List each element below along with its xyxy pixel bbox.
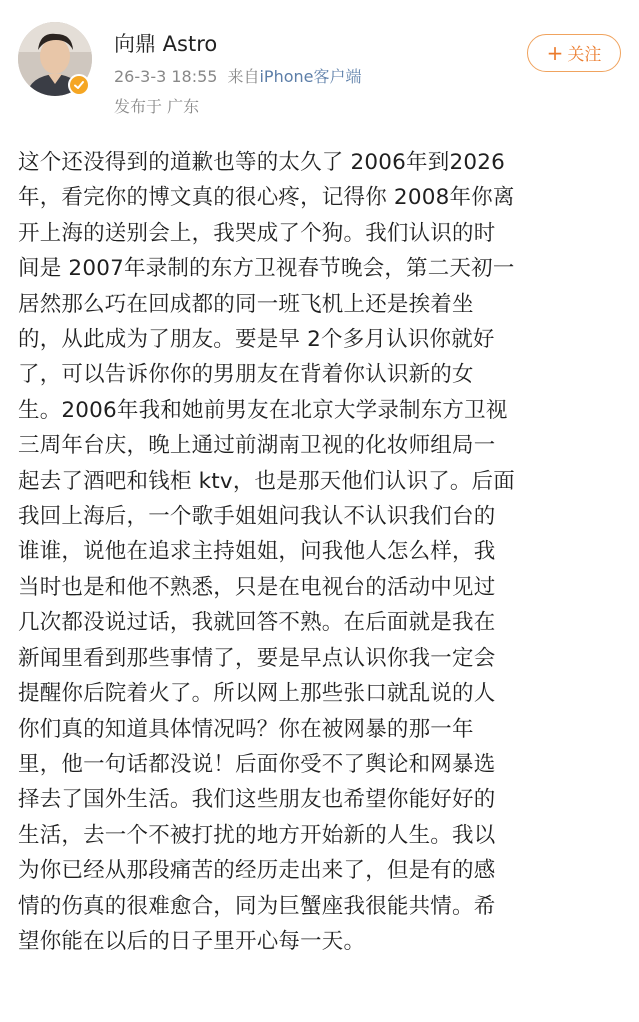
post-timestamp: 26-3-3 18:55: [114, 67, 218, 86]
post-line: 年，看完你的博文真的很心疼，记得你 2008年你离: [18, 185, 515, 211]
post-line: 了，可以告诉你你的男朋友在背着你认识新的女: [18, 362, 474, 388]
post-line: 居然那么巧在回成都的同一班飞机上还是挨着坐: [18, 291, 474, 317]
post-line: 生。2006年我和她前男友在北京大学录制东方卫视: [18, 397, 508, 423]
source-client-link[interactable]: iPhone客户端: [259, 67, 362, 86]
follow-button[interactable]: [527, 34, 621, 72]
post-line: 望你能在以后的日子里开心每一天。: [18, 928, 366, 954]
post-line: 起去了酒吧和钱柜 ktv，也是那天他们认识了。后面: [18, 468, 515, 494]
post-line: 三周年台庆，晚上通过前湖南卫视的化妆师组局一: [18, 433, 496, 459]
post-line: 提醒你后院着火了。所以网上那些张口就乱说的人: [18, 681, 496, 707]
post-line: 里，他一句话都没说！后面你受不了舆论和网暴选: [18, 751, 496, 777]
post-line: 生活，去一个不被打扰的地方开始新的人生。我以: [18, 822, 496, 848]
post-header: [0, 0, 639, 130]
username[interactable]: 向鼎 Astro: [114, 32, 218, 56]
post-line: 几次都没说过话，我就回答不熟。在后面就是我在: [18, 610, 496, 636]
follow-label: 关注: [567, 45, 602, 65]
post-line: 当时也是和他不熟悉，只是在电视台的活动中见过: [18, 574, 496, 600]
post-line: 这个还没得到的道歉也等的太久了 2006年到2026: [18, 150, 505, 175]
post-location: 发布于 广东: [114, 97, 200, 116]
post-line: 情的伤真的很难愈合，同为巨蟹座我很能共情。希: [18, 893, 496, 919]
post-line: 新闻里看到那些事情了，要是早点认识你我一定会: [18, 645, 496, 671]
post-body: [18, 145, 616, 959]
post-line: 为你已经从那段痛苦的经历走出来了，但是有的感: [18, 858, 496, 884]
plus-icon: +: [546, 41, 564, 65]
post-line: 开上海的送别会上，我哭成了个狗。我们认识的时: [18, 220, 496, 246]
verified-badge-icon: [68, 74, 90, 96]
post-line: 间是 2007年录制的东方卫视春节晚会，第二天初一: [18, 256, 515, 282]
post-line: 我回上海后，一个歌手姐姐问我认不认识我们台的: [18, 504, 496, 530]
post-line: 你们真的知道具体情况吗？你在被网暴的那一年: [18, 716, 474, 742]
post-line: 择去了国外生活。我们这些朋友也希望你能好好的: [18, 787, 496, 813]
post-line: 谁谁，说他在追求主持姐姐，问我他人怎么样，我: [18, 539, 496, 565]
source-prefix: 来自: [227, 67, 260, 86]
post-line: 的，从此成为了朋友。要是早 2个多月认识你就好: [18, 327, 495, 353]
post-meta: [114, 66, 362, 88]
